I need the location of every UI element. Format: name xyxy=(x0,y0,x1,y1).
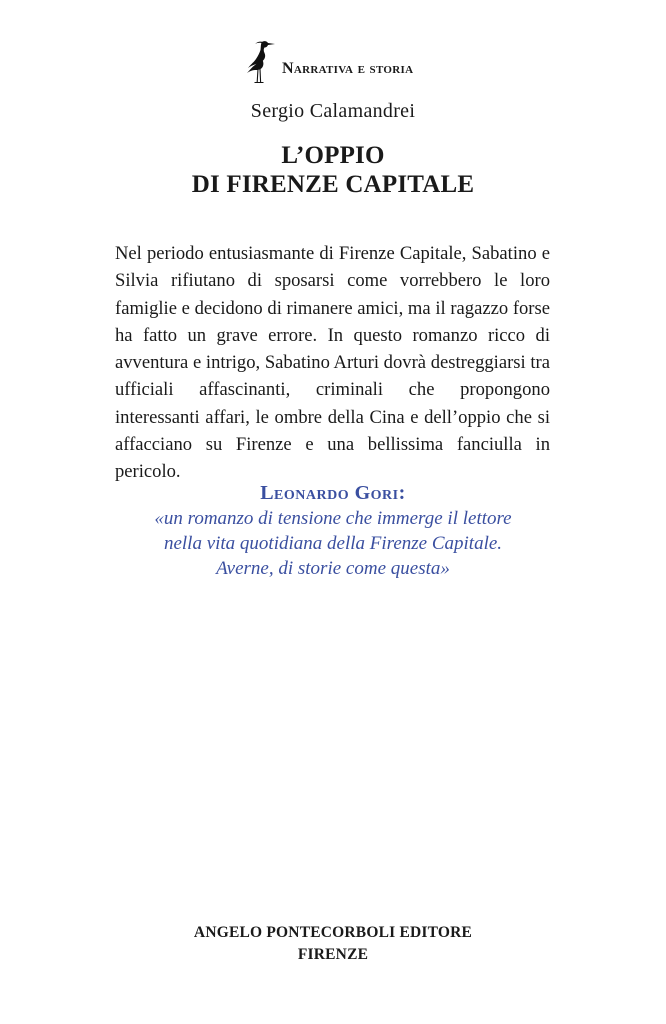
book-title xyxy=(0,141,666,199)
quote-author: Leonardo Gori: xyxy=(260,482,406,504)
publisher-city: FIRENZE xyxy=(297,946,369,963)
series-label: Narrativa e storia xyxy=(282,60,414,77)
series-header xyxy=(244,38,413,84)
heron-icon xyxy=(244,38,276,84)
publisher-name: ANGELO PONTECORBOLI EDITORE xyxy=(193,924,473,941)
quote-line: Averne, di storie come questa» xyxy=(216,558,450,579)
review-quote xyxy=(0,481,666,581)
publisher-imprint xyxy=(0,922,666,966)
book-title-line: L’OPPIO xyxy=(281,142,385,169)
book-title-line: DI FIRENZE CAPITALE xyxy=(191,171,475,198)
book-blurb: Nel periodo entusiasmante di Firenze Capitale, Sabatino e Silvia rifiutano di sposarsi come vorrebbero le loro famiglie e decidono di rimanere amici, ma il ragazzo forse ha fatto un grave errore. In questo romanzo ricco di avventura e intrigo, Sabatino Arturi dovrà destreggiarsi tra ufficiali affascinanti, criminali che propongono interessanti affari, le ombre della Cina e dell’oppio che si affacciano su Firenze e una bellissima fanciulla in pericolo. xyxy=(115,243,550,483)
book-author: Sergio Calamandrei xyxy=(250,100,416,122)
quote-line: nella vita quotidiana della Firenze Capitale. xyxy=(163,533,503,554)
quote-line: «un romanzo di tensione che immerge il lettore xyxy=(154,508,512,529)
